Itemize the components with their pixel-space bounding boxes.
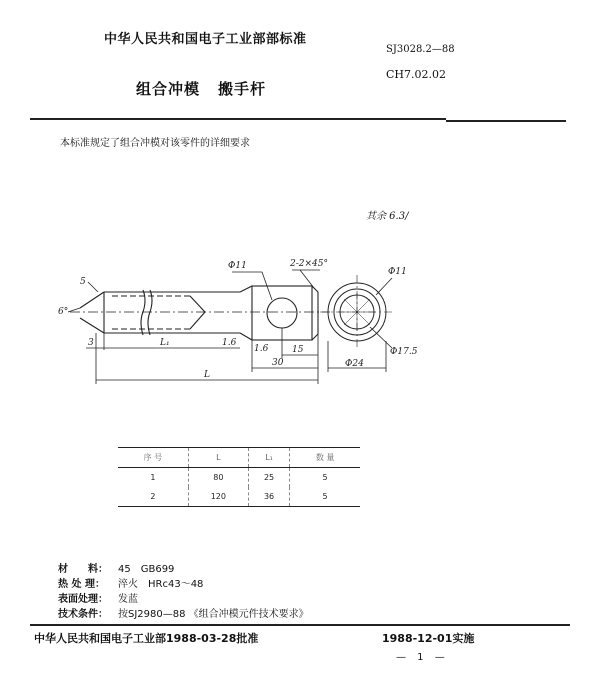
- part-code: CH7.02.02: [386, 68, 446, 81]
- table-cell: 120: [188, 487, 248, 507]
- page-number: — 1 —: [396, 652, 449, 663]
- table-cell: 5: [290, 468, 360, 488]
- dimension-lines: [68, 270, 392, 384]
- title-part2: 搬手杆: [218, 80, 267, 98]
- table-cell: 36: [248, 487, 289, 507]
- requirement-label: 技术条件：: [58, 609, 108, 620]
- dimension-labels: [58, 259, 418, 380]
- header-cell: 数 量: [290, 448, 360, 468]
- table-row: [118, 468, 360, 488]
- handle-side-view: [70, 286, 330, 340]
- table-cell: 25: [248, 468, 289, 488]
- implementation-date: 1988-12-01实施: [382, 632, 475, 645]
- label-dim5: 5: [80, 277, 86, 287]
- label-d17-5: Φ17.5: [390, 347, 418, 357]
- label-chamfer: 2-2×45°: [290, 259, 328, 269]
- table-cell: 5: [290, 487, 360, 507]
- requirement-value: 45 GB699: [118, 564, 175, 575]
- title-part1: 组合冲模: [136, 80, 201, 98]
- table-cell: 80: [188, 468, 248, 488]
- requirement-label: 材 料：: [58, 564, 108, 575]
- footer-rule: [30, 624, 570, 626]
- table-header-row: [118, 448, 360, 468]
- requirement-value: 发蓝: [118, 594, 138, 605]
- handle-end-view: [320, 275, 394, 349]
- standard-number: SJ3028.2—88: [386, 44, 455, 55]
- table-cell: 2: [118, 487, 188, 507]
- requirement-value: 淬火 HRc43～48: [118, 579, 204, 590]
- roughness-note: 其余 6.3/: [366, 211, 409, 222]
- label-dim30: 30: [272, 358, 284, 368]
- label-d11-right: Φ11: [388, 267, 407, 277]
- header-cell: L₁: [248, 448, 289, 468]
- table-cell: 1: [150, 473, 156, 482]
- requirement-value: 按SJ2980—88 《组合冲模元件技术要求》: [118, 609, 309, 620]
- requirement-technical: [58, 605, 309, 620]
- ministry-header: 中华人民共和国电子工业部部标准: [104, 32, 307, 47]
- label-d11-left: Φ11: [228, 261, 247, 271]
- spec-table: [118, 447, 360, 507]
- header-cell: 序 号: [118, 448, 188, 468]
- approval-line: 中华人民共和国电子工业部1988-03-28批准: [34, 632, 259, 645]
- label-dim3: 3: [88, 338, 94, 348]
- scope-text: 本标准规定了组合冲模对该零件的详细要求: [60, 138, 250, 149]
- requirement-material: [58, 560, 174, 575]
- requirement-heat-treatment: [58, 575, 203, 590]
- label-dim15: 15: [292, 345, 304, 355]
- label-rough-a: 1.6: [222, 338, 237, 348]
- requirement-surface: [58, 590, 138, 605]
- requirement-label: 热 处 理：: [58, 579, 105, 590]
- header-cell: L: [188, 448, 248, 468]
- label-angle: 6°: [58, 307, 69, 317]
- label-d24: Φ24: [345, 359, 364, 369]
- table-row: [118, 487, 360, 507]
- requirement-label: 表面处理：: [58, 594, 108, 605]
- label-l: L: [204, 370, 210, 380]
- label-rough-b: 1.6: [254, 344, 269, 354]
- label-l1: L₁: [160, 338, 170, 348]
